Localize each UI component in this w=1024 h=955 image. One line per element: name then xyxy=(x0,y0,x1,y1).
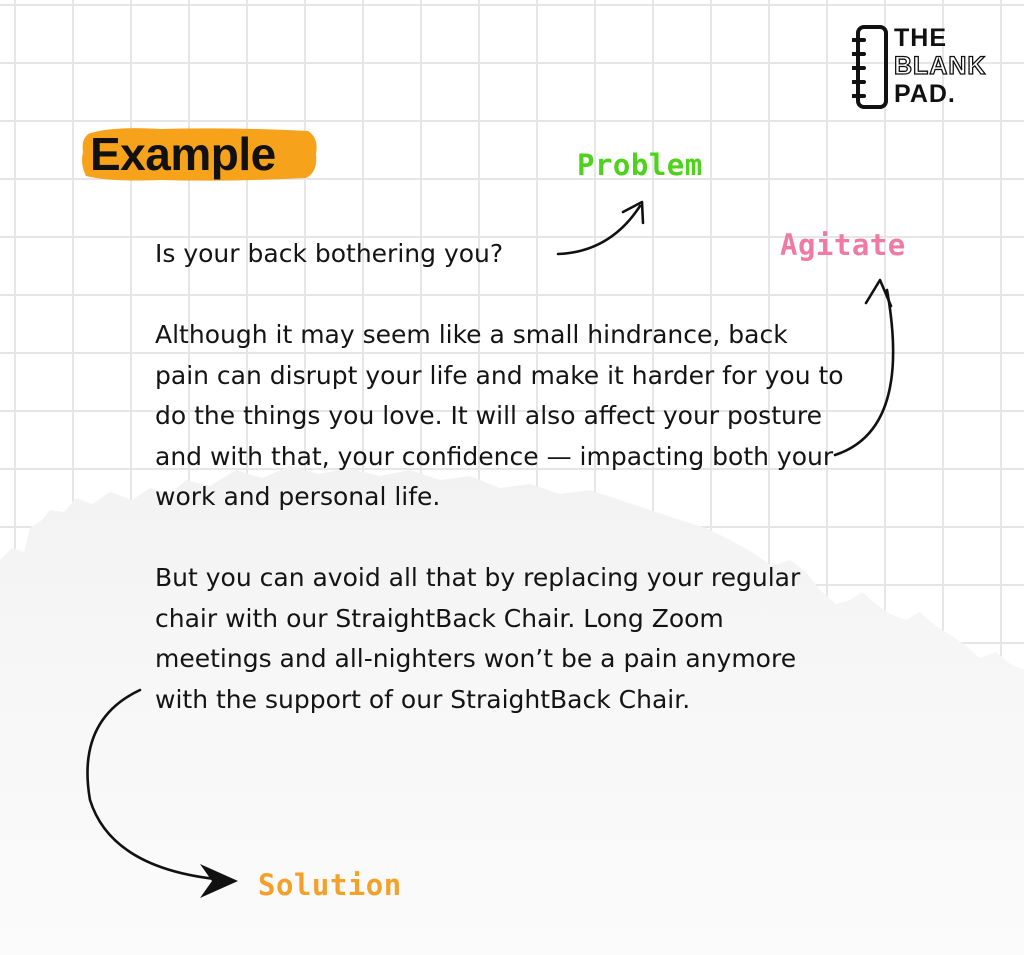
example-copy xyxy=(155,234,845,761)
example-heading-text: Example xyxy=(90,128,276,180)
example-heading xyxy=(80,124,320,184)
brand-line-2: BLANK xyxy=(894,52,987,80)
problem-label: Problem xyxy=(577,148,703,182)
brand-line-1: THE xyxy=(894,24,947,52)
brand-logo xyxy=(852,24,1002,114)
solution-label: Solution xyxy=(258,868,402,902)
copy-paragraph-agitate: Although it may seem like a small hindrance, back pain can disrupt your life and make it harder for you to do the things you love. It will also affect your posture and with that, your confidence — impacting both your work and personal life. xyxy=(155,320,844,511)
agitate-label: Agitate xyxy=(780,228,906,262)
copy-paragraph-problem: Is your back bothering you? xyxy=(155,239,504,268)
brand-line-3: PAD. xyxy=(894,80,956,108)
copy-paragraph-solution: But you can avoid all that by replacing your regular chair with our StraightBack Chair. Long Zoom meetings and all-nighters won’t be a pain anymore with the support of our StraightBack Chair. xyxy=(155,563,801,714)
notepad-icon xyxy=(852,24,890,110)
